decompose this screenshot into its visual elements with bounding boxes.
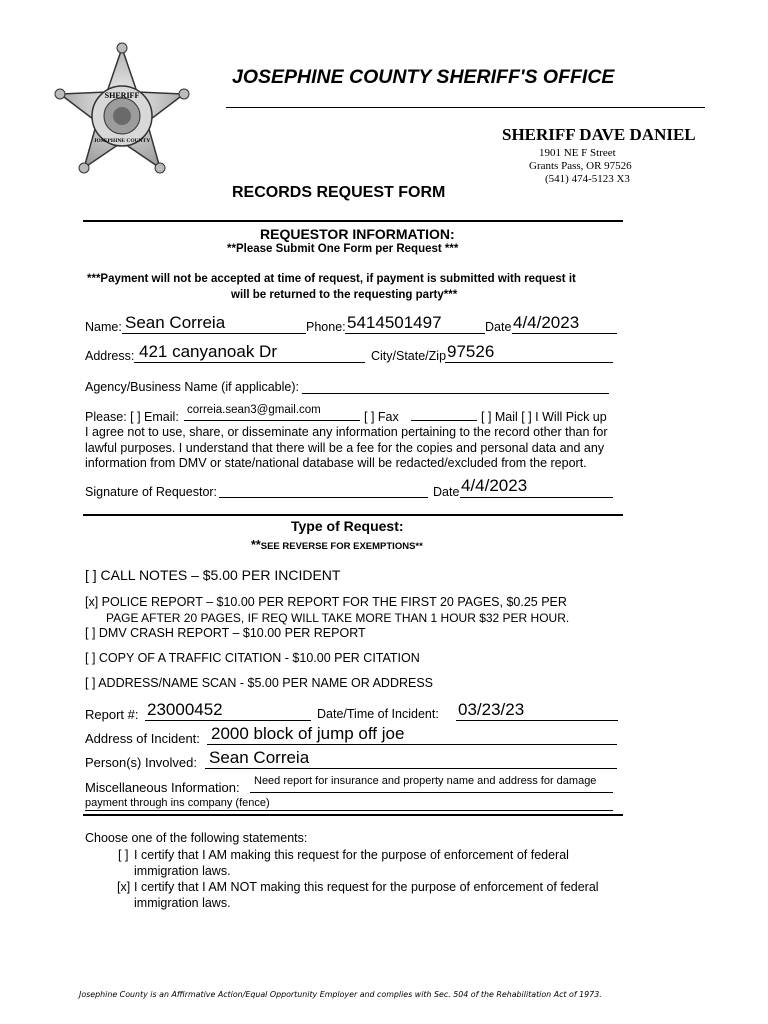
please-label: Please: [ ] Email: — [85, 410, 179, 424]
call-notes-option[interactable]: [ ] CALL NOTES – $5.00 PER INCIDENT — [85, 567, 341, 583]
signature-field[interactable] — [219, 497, 428, 498]
exemptions-prefix: ** — [251, 538, 261, 552]
traffic-citation-option[interactable]: [ ] COPY OF A TRAFFIC CITATION - $10.00 PER CITATION — [85, 651, 420, 665]
police-report-option[interactable]: [x] POLICE REPORT – $10.00 PER REPORT FOR THE FIRST 20 PAGES, $0.25 PER — [85, 595, 567, 609]
incident-address-label: Address of Incident: — [85, 731, 200, 746]
request-type-heading: Type of Request: — [291, 518, 404, 534]
phone-label: Phone: — [306, 320, 346, 334]
badge-top-text: SHERIFF — [104, 91, 140, 100]
statement-option2-checkbox[interactable]: [x] — [117, 880, 131, 894]
one-form-note: **Please Submit One Form per Request *** — [227, 243, 459, 255]
city-state-zip-field[interactable]: 97526 — [447, 342, 495, 361]
signature-date-field[interactable]: 4/4/2023 — [461, 476, 528, 495]
sheriff-star-badge-logo — [52, 42, 192, 184]
agreement-line1: I agree not to use, share, or disseminate any information pertaining to the record other than for — [85, 425, 608, 439]
email-field[interactable]: correia.sean3@gmail.com — [187, 404, 321, 416]
incident-datetime-field[interactable]: 03/23/23 — [458, 700, 525, 719]
sheriff-name: SHERIFF DAVE DANIEL — [502, 125, 696, 144]
incident-datetime-label: Date/Time of Incident: — [317, 707, 439, 721]
city-address: Grants Pass, OR 97526 — [529, 160, 632, 172]
badge-bottom-text: JOSEPHINE COUNTY — [93, 138, 151, 144]
exemptions-text: SEE REVERSE FOR EXEMPTIONS** — [260, 541, 423, 552]
statement-option2-line1: I certify that I AM NOT making this request for the purpose of enforcement of federal — [134, 880, 599, 894]
incident-address-field[interactable]: 2000 block of jump off joe — [211, 724, 405, 743]
office-phone: (541) 474-5123 X3 — [545, 173, 630, 185]
misc-info-field-line2: payment through ins company (fence) — [85, 797, 270, 809]
statement-option2-line2: immigration laws. — [134, 896, 231, 910]
payment-note-line2: will be returned to the requesting party*** — [231, 289, 458, 301]
police-report-option-line2: PAGE AFTER 20 PAGES, IF REQ WILL TAKE MORE THAN 1 HOUR $32 PER HOUR. — [106, 611, 570, 625]
agreement-line3: information from DMV or state/national database will be redacted/excluded from the report. — [85, 456, 587, 470]
requestor-heading: REQUESTOR INFORMATION: — [260, 226, 455, 242]
office-title: JOSEPHINE COUNTY SHERIFF'S OFFICE — [232, 66, 615, 88]
address-scan-option[interactable]: [ ] ADDRESS/NAME SCAN - $5.00 PER NAME OR ADDRESS — [85, 676, 434, 690]
statement-option1-checkbox[interactable]: [ ] — [118, 848, 129, 862]
street-address: 1901 NE F Street — [539, 147, 616, 159]
address-label: Address: — [85, 349, 135, 363]
statement-option1-line2: immigration laws. — [134, 864, 231, 878]
footer-notice: Josephine County is an Affirmative Action/Equal Opportunity Employer and complies with Sec. 504 of the Rehabilitation Act of 1973. — [79, 990, 602, 999]
fax-option[interactable]: [ ] Fax — [364, 410, 399, 424]
misc-info-field[interactable]: Need report for insurance and property name and address for damage — [254, 775, 597, 787]
exemptions-note — [251, 536, 423, 554]
name-field[interactable]: Sean Correia — [125, 313, 226, 332]
statement-option1-line1: I certify that I AM making this request for the purpose of enforcement of federal — [134, 848, 569, 862]
statements-intro: Choose one of the following statements: — [85, 831, 308, 845]
signature-label: Signature of Requestor: — [85, 485, 218, 499]
agreement-line2: lawful purposes. I understand that there will be a fee for the copies and personal data and any — [85, 441, 605, 455]
report-number-field[interactable]: 23000452 — [147, 700, 223, 719]
form-title: RECORDS REQUEST FORM — [232, 184, 446, 201]
city-state-zip-label: City/State/Zip — [371, 349, 447, 363]
report-number-label: Report #: — [85, 707, 139, 722]
persons-involved-field[interactable]: Sean Correia — [209, 748, 310, 767]
mail-pickup-options[interactable]: [ ] Mail [ ] I Will Pick up — [481, 410, 607, 424]
agency-field[interactable] — [302, 393, 609, 394]
date-field[interactable]: 4/4/2023 — [513, 313, 580, 332]
agency-label: Agency/Business Name (if applicable): — [85, 380, 299, 394]
dmv-crash-option[interactable]: [ ] DMV CRASH REPORT – $10.00 PER REPORT — [85, 626, 366, 640]
phone-field[interactable]: 5414501497 — [347, 313, 442, 332]
date-label: Date — [485, 320, 512, 334]
name-label: Name: — [85, 320, 122, 334]
signature-date-label: Date — [433, 485, 460, 499]
misc-info-label: Miscellaneous Information: — [85, 780, 240, 795]
payment-note-line1: ***Payment will not be accepted at time of request, if payment is submitted with request it — [87, 273, 576, 285]
persons-involved-label: Person(s) Involved: — [85, 755, 197, 770]
address-field[interactable]: 421 canyanoak Dr — [139, 342, 277, 361]
